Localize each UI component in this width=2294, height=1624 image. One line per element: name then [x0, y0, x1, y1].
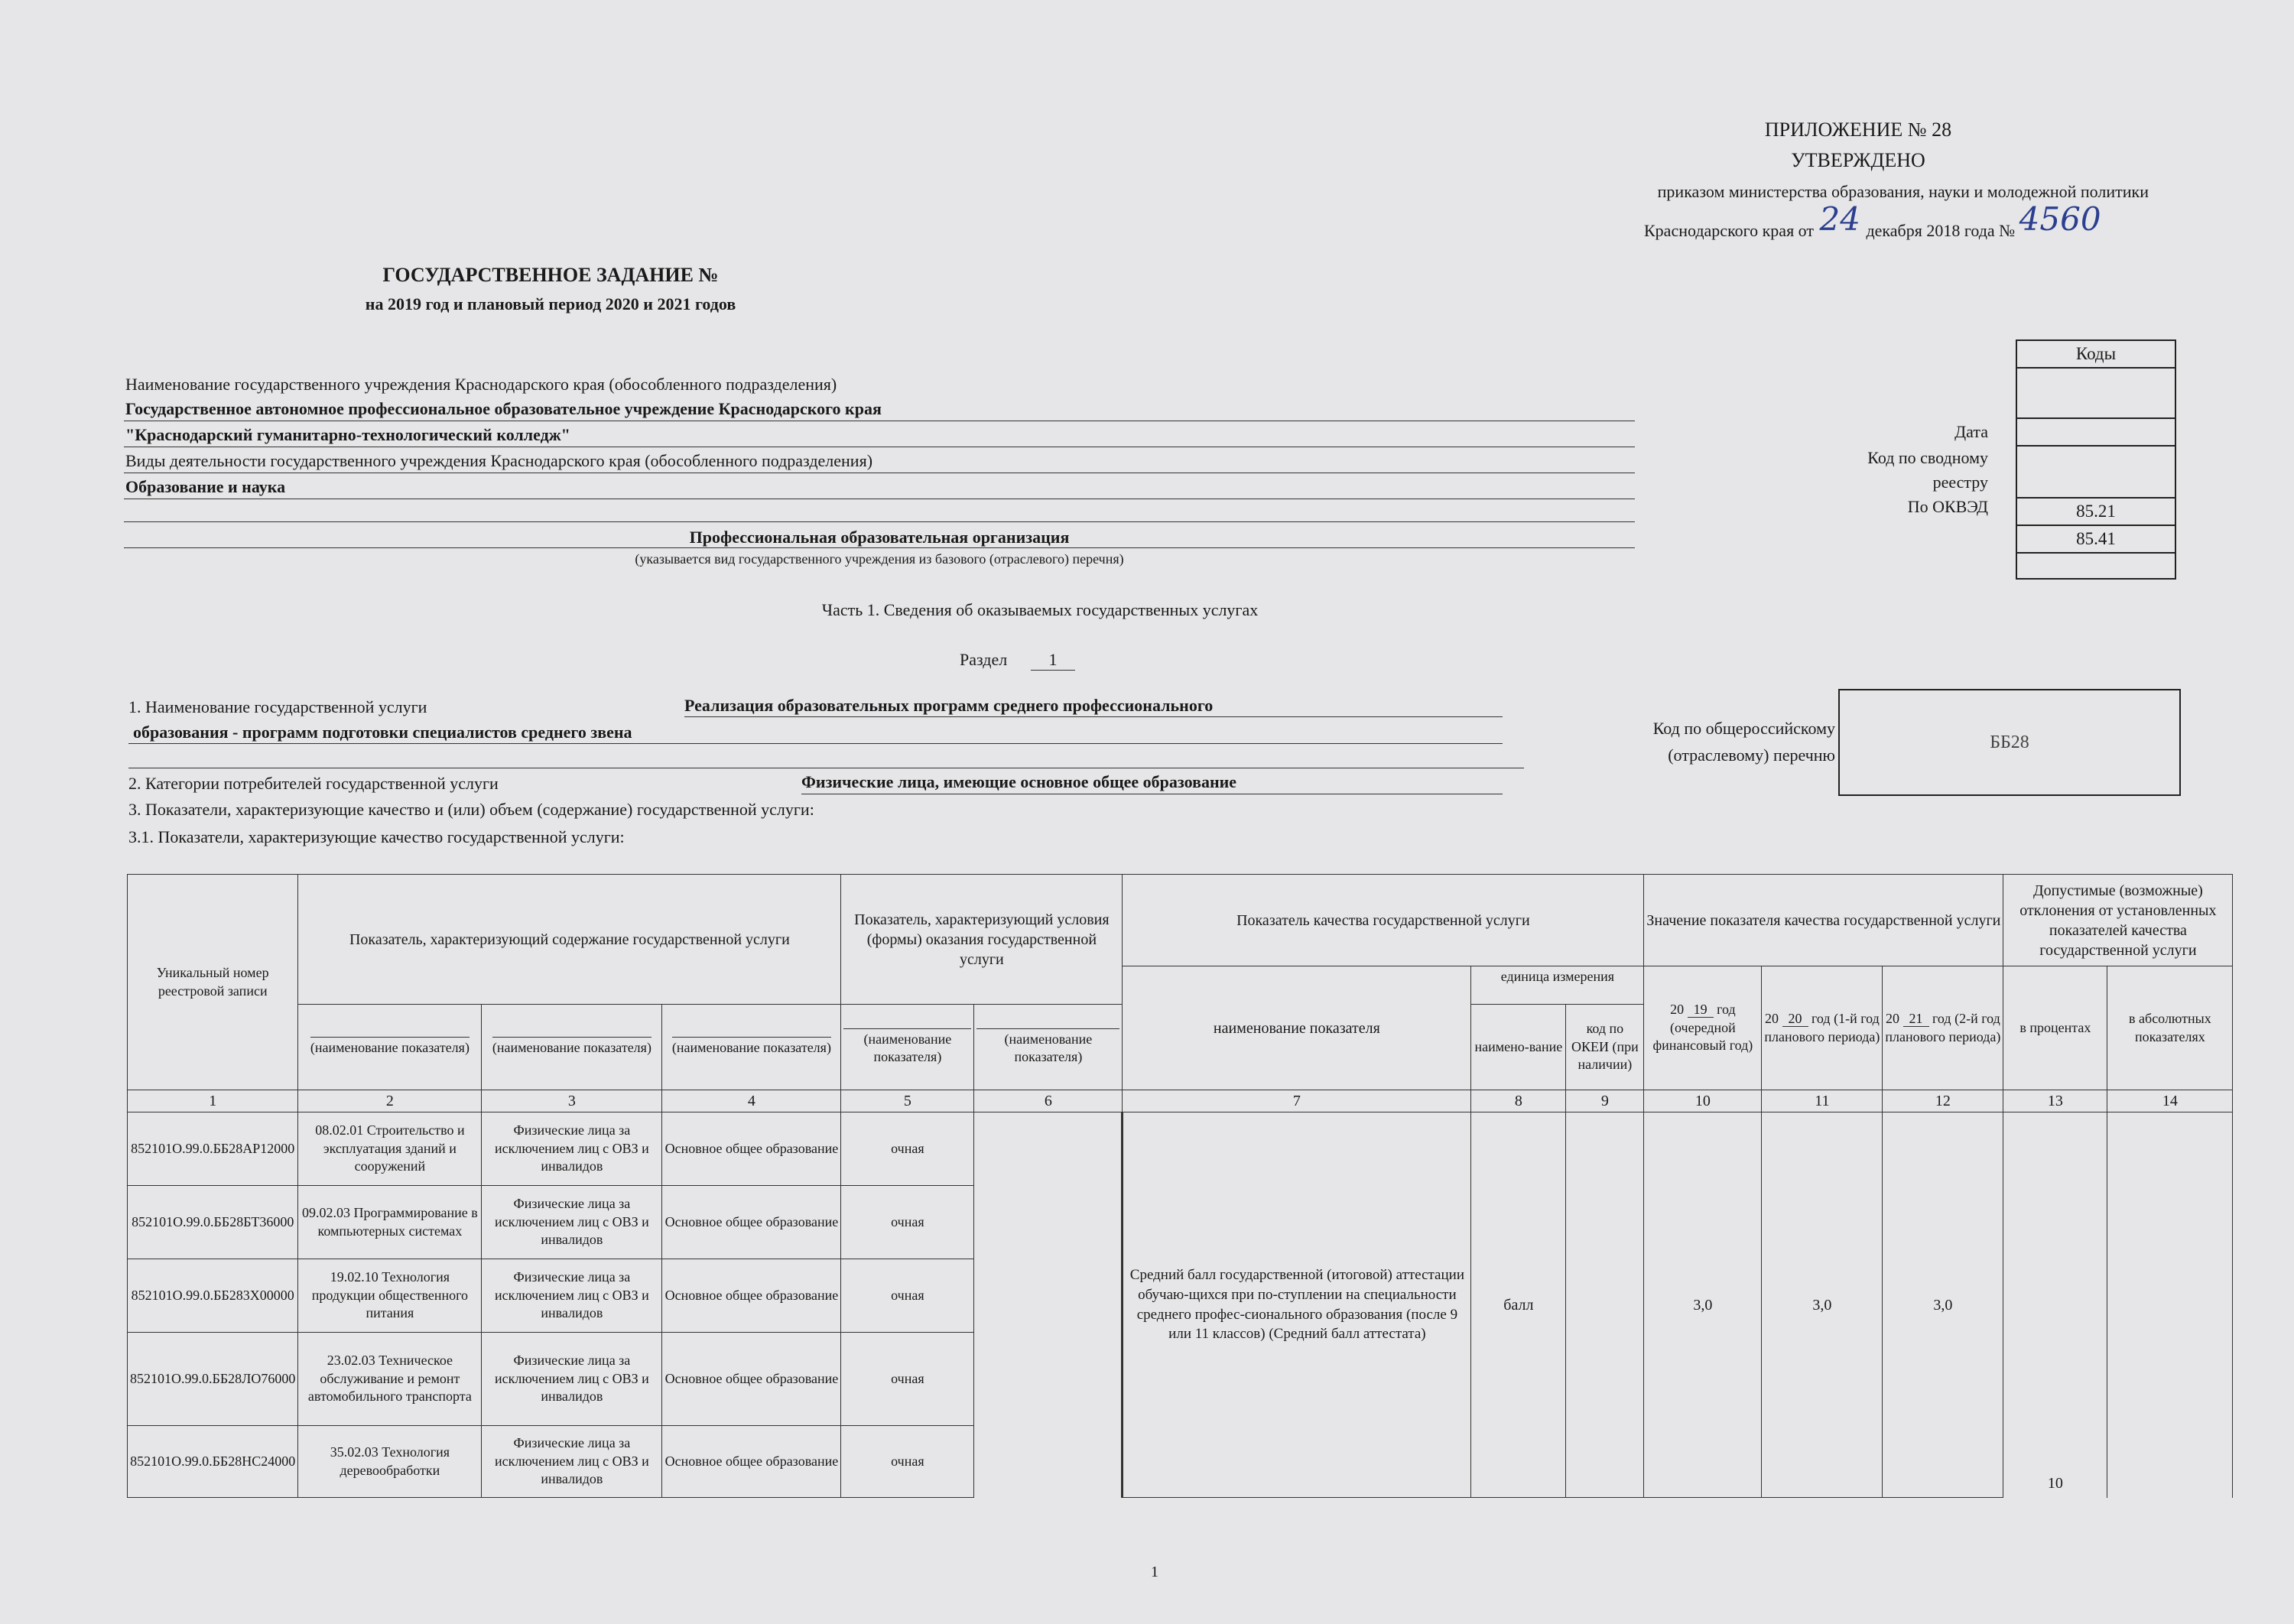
codes-okved-2: 85.41: [2016, 525, 2175, 553]
page-number: 1: [1151, 1564, 1158, 1580]
institution-name-label: Наименование государственного учреждения Краснодарского края (обособленного подразделения): [125, 375, 837, 394]
underline: [124, 521, 1635, 522]
codes-registry-cell: [2016, 446, 2175, 498]
registry-label-1: Код по сводному: [1867, 448, 1988, 467]
table-row: [128, 1112, 2233, 1186]
order-number-handwritten: 4560: [2019, 200, 2101, 238]
header-year-2021: [1883, 966, 2003, 1090]
sub-caption: (наименование показателя): [672, 1037, 831, 1057]
deviation-percent: 10: [2003, 1112, 2107, 1498]
header-content-indicator: Показатель, характеризующий содержание государственной услуги: [298, 875, 841, 1005]
header-conditions-indicator: Показатель, характеризующий условия (формы) оказания государственной услуги: [841, 875, 1123, 1005]
codes-date-cell: [2016, 418, 2175, 446]
education-level: Основное общее образование: [662, 1112, 841, 1186]
deviation-absolute: [2107, 1112, 2233, 1498]
codes-form-cell: [2016, 368, 2175, 418]
underline: [684, 716, 1503, 717]
col-num-11: 11: [1762, 1090, 1883, 1112]
consumer-category: Физические лица за исключением лиц с ОВЗ и инвалидов: [482, 1333, 662, 1426]
registry-number: 852101О.99.0.ББ28НС24000: [128, 1426, 298, 1498]
section-label: Раздел: [960, 650, 1008, 669]
study-form: очная: [841, 1186, 974, 1259]
header-year-2019: [1644, 966, 1762, 1090]
header-sub-indicator-3: [662, 1005, 841, 1090]
okei-code: [1566, 1112, 1644, 1498]
header-value-indicator: Значение показателя качества государственной услуги: [1644, 875, 2003, 966]
consumer-category: Физические лица за исключением лиц с ОВЗ и инвалидов: [482, 1112, 662, 1186]
codes-box: [2016, 339, 2176, 580]
header-quality-indicator: Показатель качества государственной услуги: [1123, 875, 1644, 966]
underline: [128, 743, 1503, 744]
consumers-value: Физические лица, имеющие основное общее образование: [801, 772, 1237, 791]
specialty: 19.02.10 Технология продукции общественного питания: [298, 1259, 482, 1333]
okpd-code-box: ББ28: [1838, 689, 2181, 796]
indicator-name: Средний балл государственной (итоговой) аттестации обучаю-щихся при по-ступлении на специальности среднего профес-сионального образования (после 9 или 11 классов) (Средний балл аттестата): [1123, 1112, 1471, 1498]
consumers-label: 2. Категории потребителей государственной услуги: [128, 774, 499, 793]
header-sub-indicator-4: [841, 1005, 974, 1090]
sub-caption: (наименование показателя): [976, 1028, 1119, 1067]
date-label: Дата: [1954, 422, 1988, 441]
header-indicator-name: наименование показателя: [1123, 966, 1471, 1090]
document-subtitle: на 2019 год и плановый период 2020 и 2021 годов: [365, 294, 736, 313]
header-unit-name: наимено-вание: [1471, 1005, 1566, 1090]
registry-number: 852101О.99.0.ББ283Х00000: [128, 1259, 298, 1333]
header-sub-indicator-1: [298, 1005, 482, 1090]
codes-header: Коды: [2016, 340, 2175, 368]
col-num-14: 14: [2107, 1090, 2233, 1112]
quality-indicators-heading: 3.1. Показатели, характеризующие качество государственной услуги:: [128, 827, 625, 846]
section-number: 1: [1031, 650, 1075, 671]
study-form: очная: [841, 1333, 974, 1426]
service-name-label: 1. Наименование государственной услуги: [128, 697, 427, 716]
year-number: 19: [1688, 1002, 1714, 1018]
col-num-4: 4: [662, 1090, 841, 1112]
header-absolute: в абсолютных показателях: [2107, 966, 2233, 1090]
institution-type-value: Профессиональная образовательная организация: [689, 528, 1070, 547]
study-form: очная: [841, 1259, 974, 1333]
year-number: 21: [1903, 1011, 1929, 1027]
order-line-1: приказом министерства образования, науки и молодежной политики: [1657, 182, 2149, 201]
empty-column-6: [974, 1112, 1123, 1498]
appendix-number: ПРИЛОЖЕНИЕ № 28: [1764, 119, 1952, 141]
header-year-2020: [1762, 966, 1883, 1090]
header-deviation: Допустимые (возможные) отклонения от установленных показателей качества государственной услуги: [2003, 875, 2233, 966]
header-unique-number: Уникальный номер реестровой записи: [128, 875, 298, 1090]
col-num-1: 1: [128, 1090, 298, 1112]
specialty: 23.02.03 Техническое обслуживание и ремонт автомобильного транспорта: [298, 1333, 482, 1426]
col-num-7: 7: [1123, 1090, 1471, 1112]
okpd-code-label-2: (отраслевому) перечню: [1668, 745, 1835, 765]
header-unit: единица измерения: [1471, 966, 1644, 1005]
education-level: Основное общее образование: [662, 1333, 841, 1426]
header-sub-indicator-5: [974, 1005, 1123, 1090]
okved-label: По ОКВЭД: [1907, 497, 1988, 516]
col-num-3: 3: [482, 1090, 662, 1112]
year-caption: год (2-й год планового периода): [1885, 1011, 2001, 1044]
okpd-code-label-1: Код по общероссийскому: [1652, 719, 1835, 738]
order-line-2b: декабря 2018 года №: [1866, 221, 2016, 240]
order-line-2: [1644, 200, 2101, 244]
header-okei: код по ОКЕИ (при наличии): [1566, 1005, 1644, 1090]
sub-caption: (наименование показателя): [492, 1037, 651, 1057]
order-line-2a: Краснодарского края от: [1644, 221, 1815, 240]
specialty: 35.02.03 Технология деревообработки: [298, 1426, 482, 1498]
underline: [124, 547, 1635, 548]
codes-empty-cell: [2016, 553, 2175, 579]
part-title: Часть 1. Сведения об оказываемых государственных услугах: [821, 600, 1259, 619]
registry-number: 852101О.99.0.ББ28АР12000: [128, 1112, 298, 1186]
document-title: ГОСУДАРСТВЕННОЕ ЗАДАНИЕ №: [382, 264, 719, 286]
study-form: очная: [841, 1426, 974, 1498]
quality-indicators-table: [127, 874, 2233, 1498]
institution-name-line-1: Государственное автономное профессиональное образовательное учреждение Краснодарского края: [125, 399, 882, 418]
year-prefix: 20: [1886, 1011, 1899, 1027]
year-caption: год (1-й год планового периода): [1764, 1011, 1880, 1044]
activity-value: Образование и наука: [125, 477, 286, 496]
activity-label: Виды деятельности государственного учреждения Краснодарского края (обособленного подразделения): [125, 451, 873, 470]
registry-number: 852101О.99.0.ББ28ЛО76000: [128, 1333, 298, 1426]
study-form: очная: [841, 1112, 974, 1186]
sub-caption: (наименование показателя): [843, 1028, 971, 1067]
col-num-9: 9: [1566, 1090, 1644, 1112]
value-2020: 3,0: [1762, 1112, 1883, 1498]
year-prefix: 20: [1670, 1002, 1685, 1018]
value-2019: 3,0: [1644, 1112, 1762, 1498]
sub-caption: (наименование показателя): [310, 1037, 470, 1057]
registry-label-2: реестру: [1932, 473, 1988, 492]
col-num-8: 8: [1471, 1090, 1566, 1112]
institution-type-note: (указывается вид государственного учреждения из базового (отраслевого) перечня): [635, 551, 1124, 567]
specialty: 08.02.01 Строительство и эксплуатация зданий и сооружений: [298, 1112, 482, 1186]
institution-name-line-2: "Краснодарский гуманитарно-технологический колледж": [125, 425, 570, 444]
year-number: 20: [1782, 1011, 1808, 1027]
col-num-2: 2: [298, 1090, 482, 1112]
year-caption: год (очередной финансовый год): [1652, 1002, 1753, 1054]
codes-okved-1: 85.21: [2016, 498, 2175, 525]
header-percent: в процентах: [2003, 966, 2107, 1090]
col-num-13: 13: [2003, 1090, 2107, 1112]
service-name-value-2: образования - программ подготовки специалистов среднего звена: [133, 723, 632, 742]
service-name-value-1: Реализация образовательных программ среднего профессионального: [684, 696, 1214, 715]
header-sub-indicator-2: [482, 1005, 662, 1090]
col-num-6: 6: [974, 1090, 1123, 1112]
indicators-heading: 3. Показатели, характеризующие качество и (или) объем (содержание) государственной услуги:: [128, 800, 814, 819]
col-num-10: 10: [1644, 1090, 1762, 1112]
specialty: 09.02.03 Программирование в компьютерных системах: [298, 1186, 482, 1259]
education-level: Основное общее образование: [662, 1186, 841, 1259]
col-num-5: 5: [841, 1090, 974, 1112]
registry-number: 852101О.99.0.ББ28БТ36000: [128, 1186, 298, 1259]
value-2021: 3,0: [1883, 1112, 2003, 1498]
year-prefix: 20: [1765, 1011, 1779, 1027]
education-level: Основное общее образование: [662, 1259, 841, 1333]
order-day-handwritten: 24: [1819, 200, 1860, 238]
consumer-category: Физические лица за исключением лиц с ОВЗ и инвалидов: [482, 1259, 662, 1333]
education-level: Основное общее образование: [662, 1426, 841, 1498]
unit-name: балл: [1471, 1112, 1566, 1498]
approved-label: УТВЕРЖДЕНО: [1791, 149, 1925, 171]
consumer-category: Физические лица за исключением лиц с ОВЗ и инвалидов: [482, 1186, 662, 1259]
consumer-category: Физические лица за исключением лиц с ОВЗ и инвалидов: [482, 1426, 662, 1498]
col-num-12: 12: [1883, 1090, 2003, 1112]
